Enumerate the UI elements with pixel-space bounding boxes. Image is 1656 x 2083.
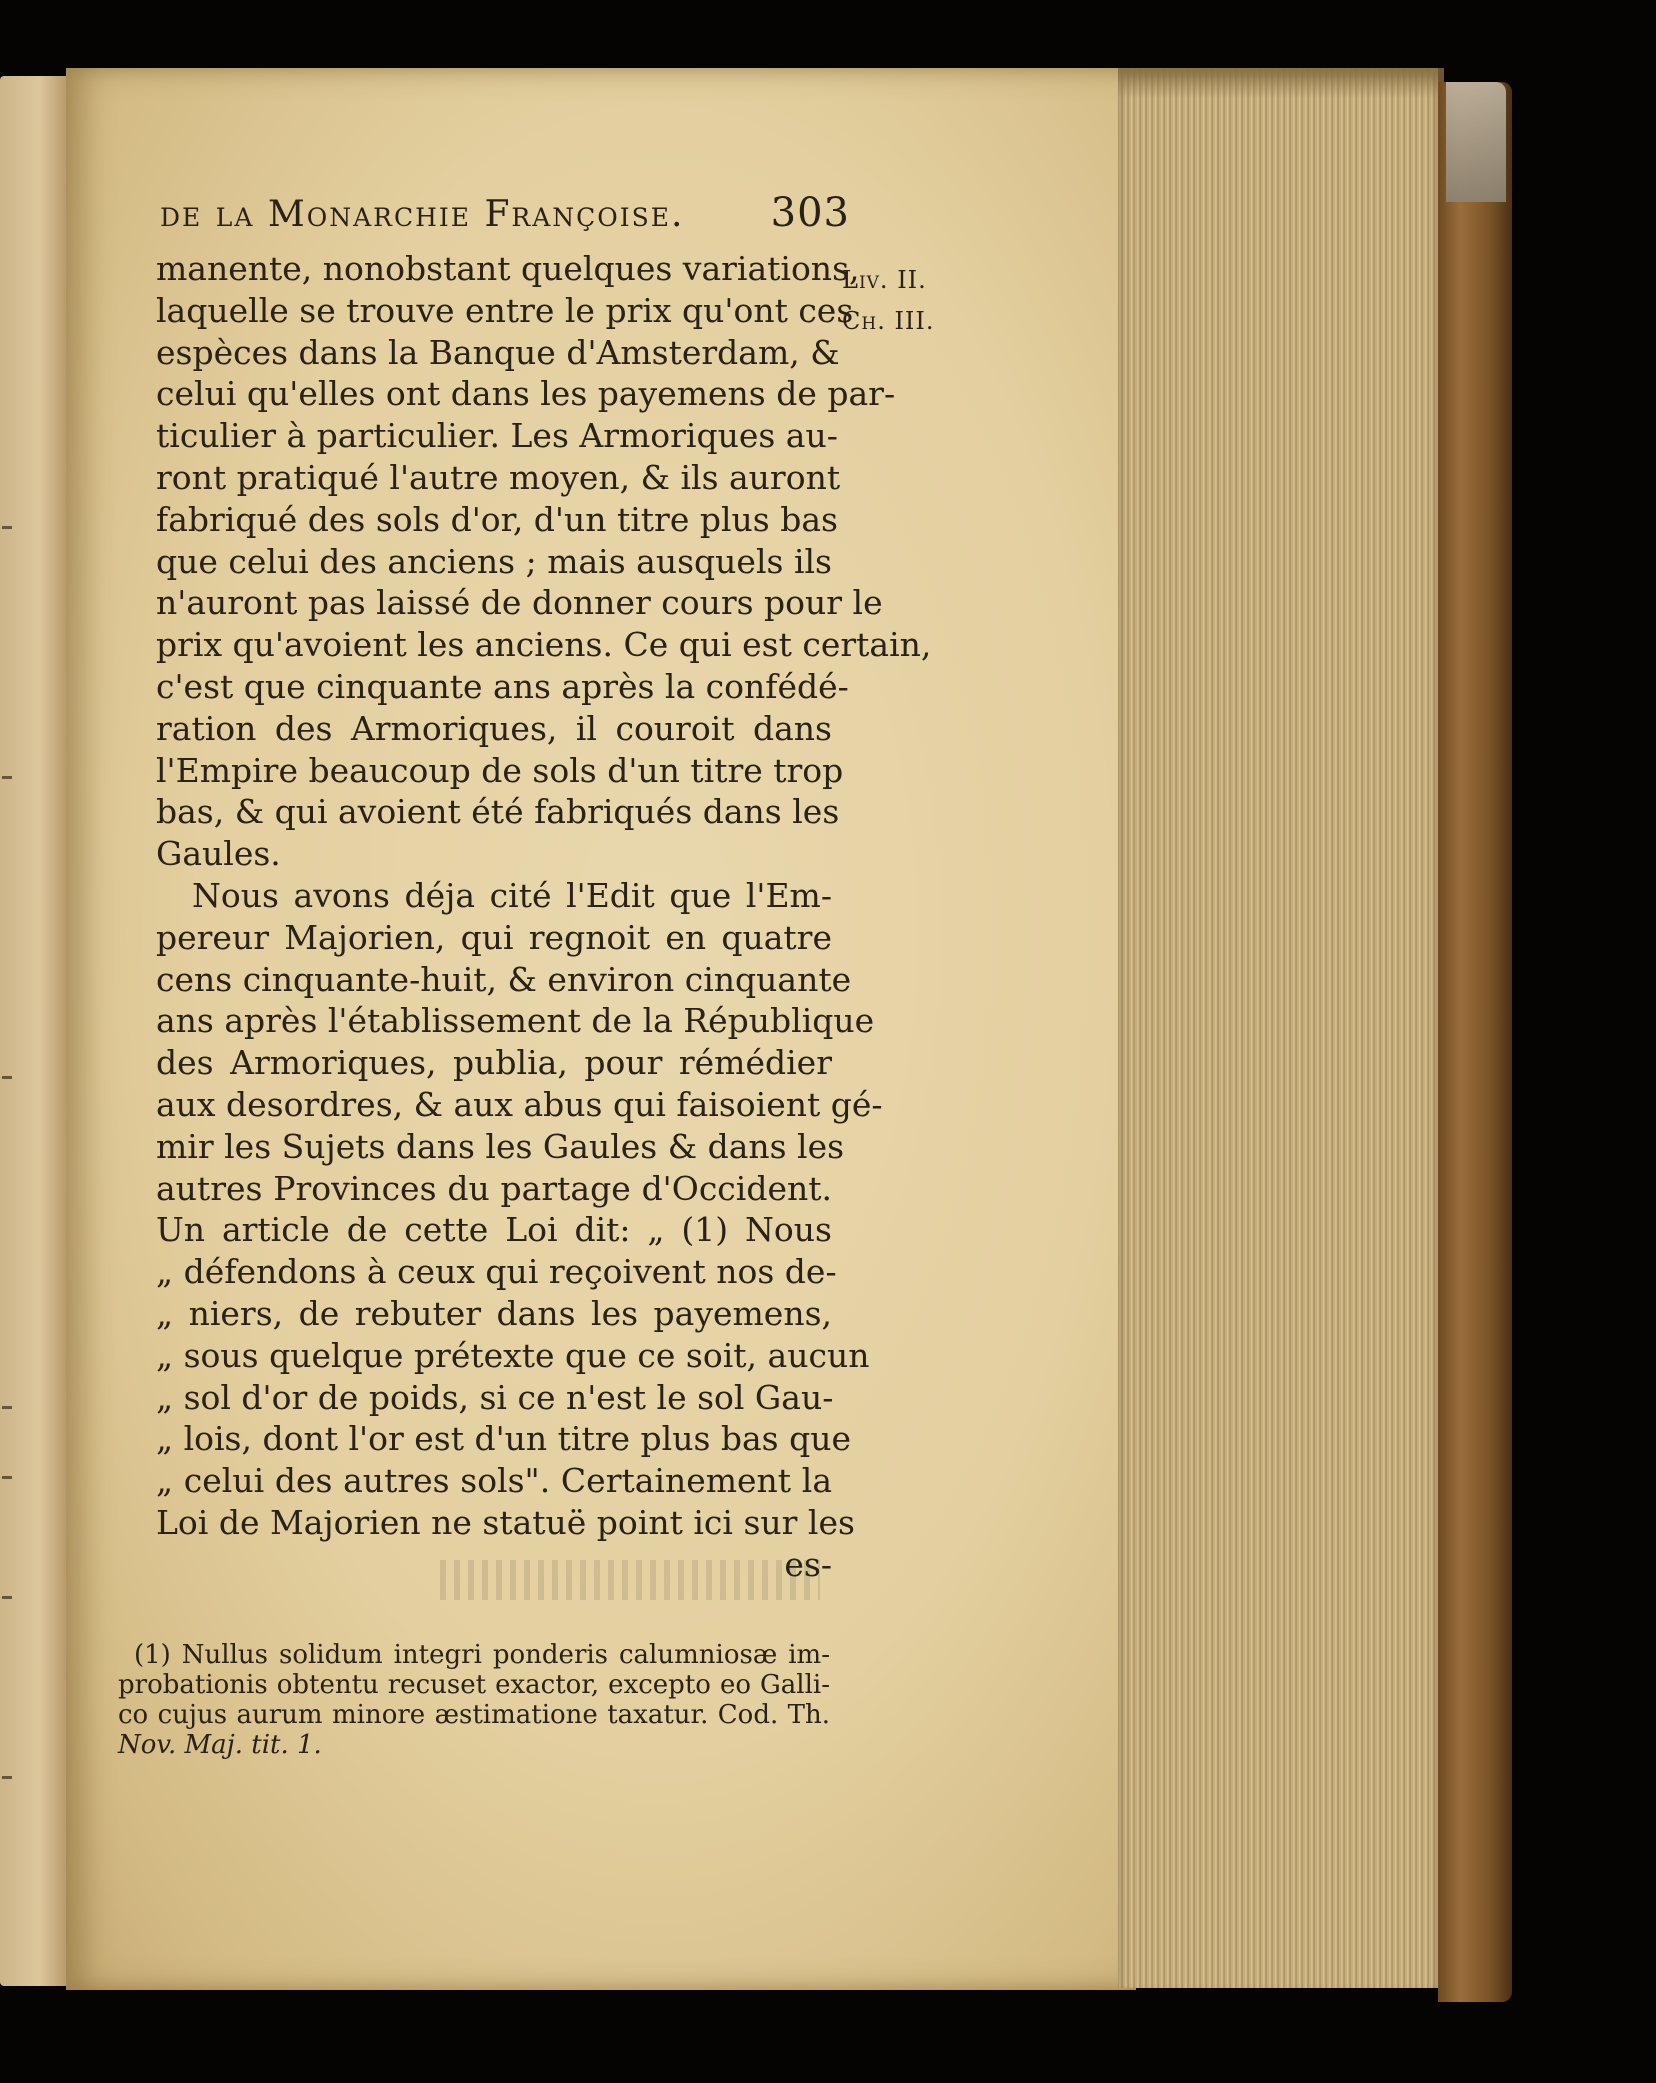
quoted-line: „ niers, de rebuter dans les payemens, [156,1293,832,1333]
text-line: l'Empire beaucoup de sols d'un titre trop [156,750,844,790]
facing-page-edge [0,76,66,1986]
paragraph-first-line: Nous avons déja cité l'Edit que l'Em- [192,875,832,915]
quoted-line: „ sous quelque prétexte que ce soit, aucun [156,1335,870,1375]
text-line: mir les Sujets dans les Gaules & dans les [156,1126,845,1166]
text-line: fabriqué des sols d'or, d'un titre plus bas [156,499,838,539]
ink-mark [2,1076,12,1079]
text-line: prix qu'avoient les anciens. Ce qui est certain, [156,625,932,665]
text-line: ront pratiqué l'autre moyen, & ils auront [156,457,841,497]
quoted-line: „ celui des autres sols". Certainement la [156,1461,832,1501]
text-line: manente, nonobstant quelques variations, [156,249,860,288]
text-line: que celui des anciens ; mais ausquels ils [156,541,832,581]
text-line: cens cinquante-huit, & environ cinquante [156,959,852,999]
text-line: Un article de cette Loi dit: „ (1) Nous [156,1210,832,1250]
footnote-line: (1) Nullus solidum integri ponderis calumniosæ im- [134,1640,830,1670]
ink-mark [2,1596,12,1599]
quoted-line: „ sol d'or de poids, si ce n'est le sol Gau- [156,1377,834,1417]
page-edges-shadow [1118,68,1438,98]
marginal-note-book: Liv. II. [842,266,927,294]
ink-mark [2,1406,12,1409]
catchword: es- [784,1544,832,1584]
running-title: de la Monarchie Françoise. [160,194,685,235]
text-line: celui qu'elles ont dans les payemens de par- [156,374,896,414]
text-line: ticulier à particulier. Les Armoriques au- [156,416,838,456]
show-through-text [440,1560,820,1600]
page-number: 303 [770,190,850,236]
footnote-source: Nov. Maj. tit. 1. [118,1730,322,1760]
text-line: c'est que cinquante ans après la confédé- [156,666,849,706]
binding-worn-corner [1446,82,1506,202]
book-cover-binding [1438,82,1512,2002]
text-line: espèces dans la Banque d'Amsterdam, & [156,332,840,372]
footnote-line: probationis obtentu recuset exactor, excepto eo Galli- [118,1670,830,1700]
text-line: aux desordres, & aux abus qui faisoient gé- [156,1084,883,1124]
page-edges-block [1118,68,1444,1988]
text-line: bas, & qui avoient été fabriqués dans les [156,792,840,832]
quoted-line: „ défendons à ceux qui reçoivent nos de- [156,1252,837,1292]
ink-mark [2,526,12,529]
text-line: des Armoriques, publia, pour rémédier [156,1043,832,1083]
quoted-line: „ lois, dont l'or est d'un titre plus bas que [156,1419,851,1459]
footnote [118,1640,830,1760]
text-line: autres Provinces du partage d'Occident. [156,1168,832,1208]
ink-mark [2,1476,12,1479]
text-line: ans après l'établissement de la République [156,1001,875,1041]
ink-mark [2,1776,12,1779]
text-line: laquelle se trouve entre le prix qu'ont ces [156,290,854,330]
running-header [160,190,850,236]
marginal-note-chapter: Ch. III. [842,307,935,335]
text-line: pereur Majorien, qui regnoit en quatre [156,917,832,957]
text-line: Loi de Majorien ne statuë point ici sur les [156,1502,855,1542]
text-line: Gaules. [156,834,281,874]
footnote-line: co cujus aurum minore æstimatione taxatur. Cod. Th. [118,1700,830,1730]
text-line: n'auront pas laissé de donner cours pour le [156,583,883,623]
ink-mark [2,776,12,779]
text-line: ration des Armoriques, il couroit dans [156,708,832,748]
